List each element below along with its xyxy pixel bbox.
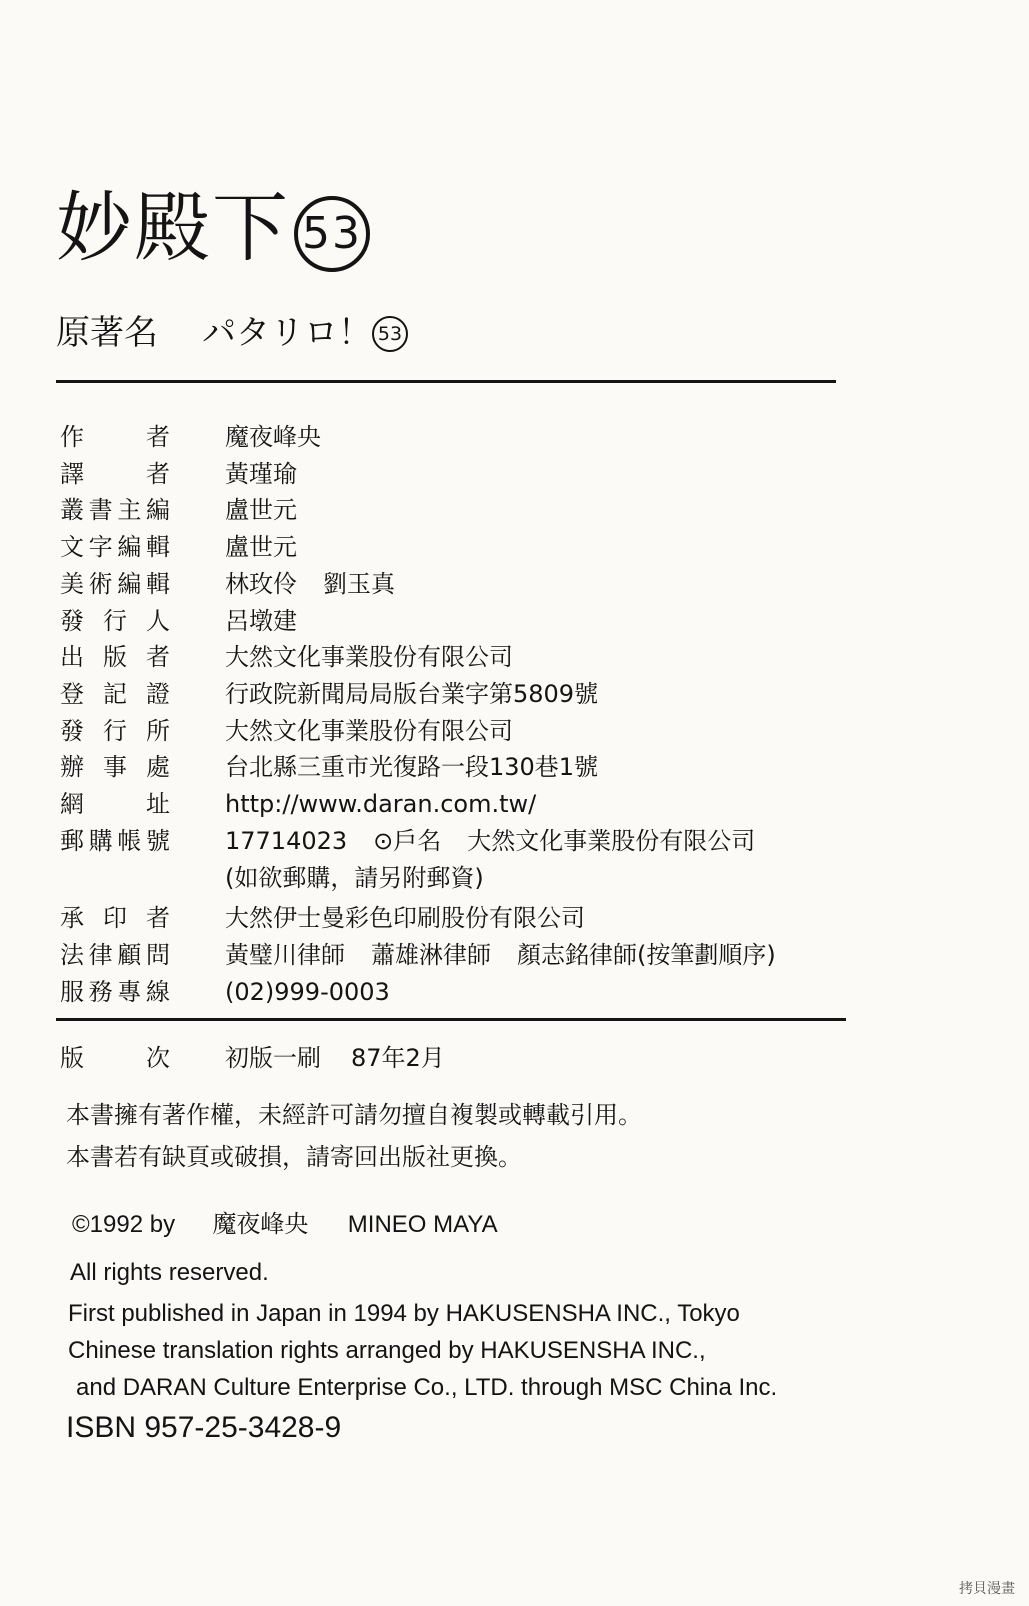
credit-value — [225, 606, 297, 636]
notice-copyright: 本書擁有著作權，未經許可請勿擅自複製或轉載引用。 — [66, 1101, 642, 1129]
credit-value — [225, 459, 297, 489]
isbn: ISBN 957-25-3428-9 — [66, 1411, 342, 1444]
credit-value: 黃瑾瑜 — [225, 460, 297, 488]
edition-row — [60, 1043, 445, 1073]
credit-value — [225, 422, 321, 452]
credit-value — [225, 903, 585, 933]
credit-value2: 蕭雄淋律師 — [371, 941, 491, 969]
credit-value — [225, 789, 536, 819]
credit-label: 發行所 — [60, 717, 170, 745]
author-cn: 魔夜峰央 — [212, 1210, 309, 1238]
credit-label: 網址 — [60, 790, 170, 818]
credit-value: http://www.daran.com.tw/ — [225, 790, 537, 818]
credit-value — [225, 495, 297, 525]
credit-value: 盧世元 — [225, 533, 297, 561]
credit-row — [60, 940, 776, 970]
credit-row — [60, 569, 395, 599]
copyright-line: ©1992 by 魔夜峰央 MINEO MAYA — [72, 1210, 498, 1238]
credit-row — [60, 903, 585, 933]
original-title: 原著名 パタリロ！ 53 — [56, 316, 408, 352]
credit-value3: 大然文化事業股份有限公司 — [467, 827, 756, 855]
credit-label: 登記證 — [60, 680, 170, 708]
credit-row — [60, 422, 321, 452]
credit-value: 大然文化事業股份有限公司 — [225, 717, 513, 745]
credit-label: 叢書主編 — [60, 496, 170, 524]
credit-label: 法律顧問 — [60, 941, 170, 969]
credit-value — [225, 679, 598, 709]
watermark: 拷貝漫畫 — [959, 1581, 1015, 1597]
credit-value: 台北縣三重市光復路一段130巷1號 — [225, 753, 599, 781]
original-volume-badge: 53 — [372, 316, 408, 352]
credit-value: 呂墩建 — [225, 607, 297, 635]
credit-label: 辦事處 — [60, 753, 170, 781]
credit-label: 出版者 — [60, 643, 170, 671]
middle-divider — [56, 1018, 846, 1021]
credit-label: 服務專線 — [60, 978, 170, 1006]
credit-value: 大然文化事業股份有限公司 — [225, 643, 513, 671]
credit-value — [225, 863, 484, 893]
credit-value: 黃璧川律師 — [225, 941, 345, 969]
credit-row — [60, 789, 537, 819]
credit-row — [60, 459, 297, 489]
credit-row — [60, 679, 599, 709]
credit-row — [60, 606, 297, 636]
credit-value — [225, 569, 395, 599]
credit-value — [225, 532, 297, 562]
translation-rights: Chinese translation rights arranged by HAKUSENSHA INC., — [68, 1337, 706, 1364]
credit-value: 魔夜峰央 — [225, 423, 321, 451]
credit-value: (如欲郵購，請另附郵資) — [225, 864, 484, 892]
credit-label: 郵購帳號 — [60, 827, 170, 855]
edition-label: 版次 — [60, 1044, 170, 1072]
first-published: First published in Japan in 1994 by HAKUSENSHA INC., Tokyo — [68, 1300, 740, 1327]
credit-row — [60, 532, 297, 562]
rights-reserved: All rights reserved. — [70, 1259, 269, 1286]
credit-value: 行政院新聞局局版台業字第5809號 — [225, 680, 599, 708]
book-title: 妙殿下 53 — [56, 190, 370, 272]
top-divider — [56, 380, 836, 383]
credit-value: 林玫伶 — [225, 570, 297, 598]
credit-value: (02)999-0003 — [225, 978, 390, 1006]
credit-value — [225, 977, 390, 1007]
credit-value — [225, 940, 776, 970]
credit-label: 承印者 — [60, 904, 170, 932]
notice-replacement: 本書若有缺頁或破損，請寄回出版社更換。 — [66, 1143, 522, 1171]
credit-value2: ⊙戶名 — [373, 827, 442, 855]
author-en: MINEO MAYA — [347, 1211, 498, 1238]
translation-through: and DARAN Culture Enterprise Co., LTD. through MSC China Inc. — [76, 1374, 778, 1401]
credit-label: 作者 — [60, 423, 170, 451]
edition-value: 初版一刷 — [225, 1044, 321, 1072]
credit-value: 盧世元 — [225, 496, 297, 524]
credit-value3: 顏志銘律師(按筆劃順序) — [517, 941, 776, 969]
credit-label: 美術編輯 — [60, 570, 170, 598]
credit-row — [60, 716, 513, 746]
credit-row — [60, 863, 484, 893]
credit-label: 文字編輯 — [60, 533, 170, 561]
credit-label: 譯者 — [60, 460, 170, 488]
credit-value — [225, 642, 513, 672]
volume-badge: 53 — [294, 196, 370, 272]
credit-value — [225, 716, 513, 746]
credit-value — [225, 752, 598, 782]
credit-value: 17714023 — [225, 827, 348, 855]
credit-row — [60, 642, 513, 672]
credit-value — [225, 826, 755, 856]
credit-label: 發行人 — [60, 607, 170, 635]
credit-value2: 劉玉真 — [323, 570, 395, 598]
credit-row — [60, 752, 599, 782]
edition-date: 87年2月 — [351, 1044, 445, 1072]
credit-row — [60, 826, 756, 856]
credit-row — [60, 495, 297, 525]
credit-value: 大然伊士曼彩色印刷股份有限公司 — [225, 904, 585, 932]
credit-row — [60, 977, 390, 1007]
